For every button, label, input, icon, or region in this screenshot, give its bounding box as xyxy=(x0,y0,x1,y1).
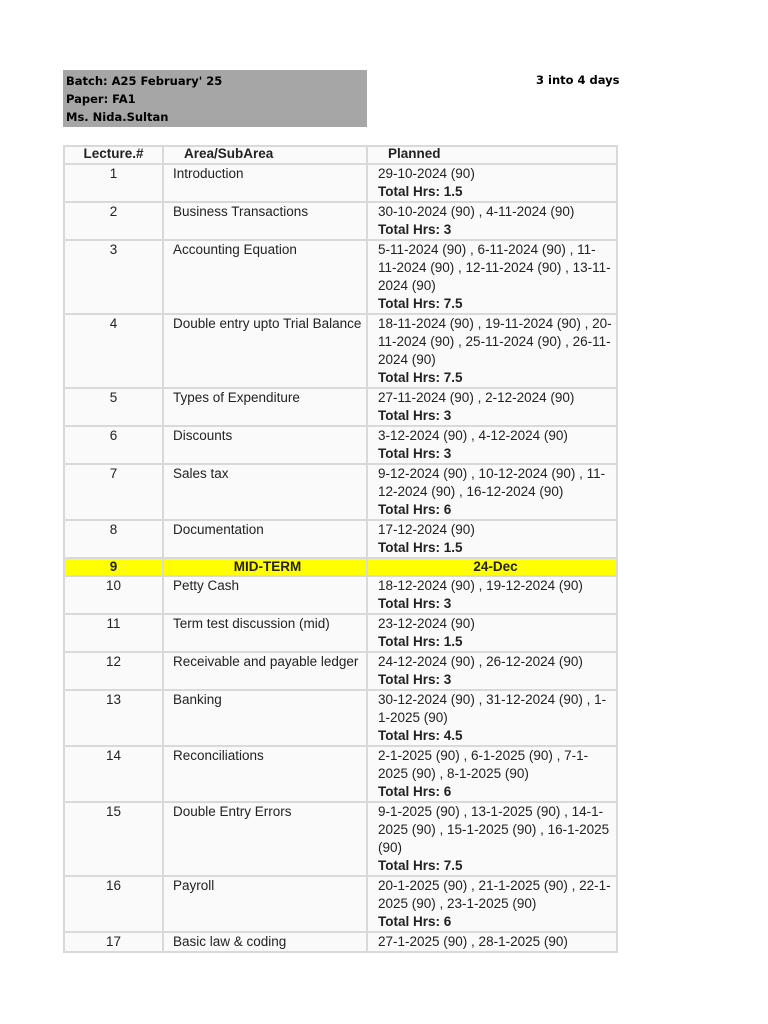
area-subarea: Double entry upto Trial Balance xyxy=(163,314,367,388)
planned-cell xyxy=(367,240,617,314)
lecture-number: 17 xyxy=(64,932,163,952)
planned-cell xyxy=(367,746,617,802)
planned-cell xyxy=(367,576,617,614)
planned-dates: 24-12-2024 (90) , 26-12-2024 (90) xyxy=(378,654,583,669)
midterm-row xyxy=(64,558,617,576)
total-hours: Total Hrs: 3 xyxy=(378,408,452,423)
planned-cell xyxy=(367,388,617,426)
planned-dates: 18-11-2024 (90) , 19-11-2024 (90) , 20-11-2024 (90) , 25-11-2024 (90) , 26-11-2024 (90) xyxy=(378,316,612,367)
area-subarea: Accounting Equation xyxy=(163,240,367,314)
area-subarea: Discounts xyxy=(163,426,367,464)
table-row xyxy=(64,614,617,652)
planned-cell xyxy=(367,876,617,932)
table-row xyxy=(64,876,617,932)
lecture-number: 15 xyxy=(64,802,163,876)
total-hours: Total Hrs: 6 xyxy=(378,784,452,799)
planned-cell xyxy=(367,652,617,690)
lecture-number: 9 xyxy=(64,558,163,576)
lecture-number: 7 xyxy=(64,464,163,520)
lecture-number: 10 xyxy=(64,576,163,614)
planned-cell xyxy=(367,426,617,464)
area-subarea: Double Entry Errors xyxy=(163,802,367,876)
schedule-table-container xyxy=(63,145,618,955)
lecture-number: 8 xyxy=(64,520,163,558)
table-row xyxy=(64,464,617,520)
planned-dates: 29-10-2024 (90) xyxy=(378,166,475,181)
total-hours: Total Hrs: 1.5 xyxy=(378,634,463,649)
area-subarea: Sales tax xyxy=(163,464,367,520)
total-hours: Total Hrs: 3 xyxy=(378,222,452,237)
planned-dates: 17-12-2024 (90) xyxy=(378,522,475,537)
paper-label: Paper: FA1 xyxy=(66,92,136,106)
planned-dates: 18-12-2024 (90) , 19-12-2024 (90) xyxy=(378,578,583,593)
planned-cell xyxy=(367,690,617,746)
table-row xyxy=(64,388,617,426)
area-subarea: MID-TERM xyxy=(163,558,367,576)
lecture-number: 2 xyxy=(64,202,163,240)
table-row xyxy=(64,746,617,802)
planned-cell xyxy=(367,614,617,652)
planned-dates: 9-12-2024 (90) , 10-12-2024 (90) , 11-12-2024 (90) , 16-12-2024 (90) xyxy=(378,466,606,499)
table-row xyxy=(64,576,617,614)
area-subarea: Petty Cash xyxy=(163,576,367,614)
table-row xyxy=(64,802,617,876)
planned-dates: 20-1-2025 (90) , 21-1-2025 (90) , 22-1-2025 (90) , 23-1-2025 (90) xyxy=(378,878,611,911)
lecture-number: 5 xyxy=(64,388,163,426)
area-subarea: Introduction xyxy=(163,164,367,202)
schedule-note: 3 into 4 days xyxy=(536,73,620,87)
total-hours: Total Hrs: 1.5 xyxy=(378,540,463,555)
planned-dates: 5-11-2024 (90) , 6-11-2024 (90) , 11-11-2024 (90) , 12-11-2024 (90) , 13-11-2024 (90) xyxy=(378,242,611,293)
column-header-planned: Planned xyxy=(367,146,617,164)
planned-dates: 27-1-2025 (90) , 28-1-2025 (90) xyxy=(378,934,568,949)
lecture-number: 12 xyxy=(64,652,163,690)
batch-label: Batch: A25 February' 25 xyxy=(66,74,223,88)
planned-dates: 27-11-2024 (90) , 2-12-2024 (90) xyxy=(378,390,575,405)
planned-cell xyxy=(367,932,617,952)
lecture-number: 11 xyxy=(64,614,163,652)
area-subarea: Business Transactions xyxy=(163,202,367,240)
total-hours: Total Hrs: 7.5 xyxy=(378,858,463,873)
total-hours: Total Hrs: 4.5 xyxy=(378,728,463,743)
teacher-label: Ms. Nida.Sultan xyxy=(66,110,169,124)
planned-dates: 2-1-2025 (90) , 6-1-2025 (90) , 7-1-2025 (90) , 8-1-2025 (90) xyxy=(378,748,589,781)
table-row xyxy=(64,164,617,202)
table-row xyxy=(64,202,617,240)
table-row xyxy=(64,426,617,464)
lecture-number: 16 xyxy=(64,876,163,932)
total-hours: Total Hrs: 3 xyxy=(378,446,452,461)
table-row xyxy=(64,932,617,952)
area-subarea: Types of Expenditure xyxy=(163,388,367,426)
lecture-number: 6 xyxy=(64,426,163,464)
batch-info-box xyxy=(63,70,367,127)
planned-cell xyxy=(367,802,617,876)
lecture-number: 3 xyxy=(64,240,163,314)
planned-dates: 9-1-2025 (90) , 13-1-2025 (90) , 14-1-2025 (90) , 15-1-2025 (90) , 16-1-2025 (90) xyxy=(378,804,610,855)
total-hours: Total Hrs: 3 xyxy=(378,672,452,687)
planned-dates: 3-12-2024 (90) , 4-12-2024 (90) xyxy=(378,428,568,443)
area-subarea: Receivable and payable ledger xyxy=(163,652,367,690)
schedule-table xyxy=(63,145,618,953)
area-subarea: Banking xyxy=(163,690,367,746)
total-hours: Total Hrs: 3 xyxy=(378,596,452,611)
area-subarea: Payroll xyxy=(163,876,367,932)
table-row xyxy=(64,690,617,746)
schedule-table-body xyxy=(64,164,617,952)
lecture-number: 4 xyxy=(64,314,163,388)
table-row xyxy=(64,520,617,558)
planned-dates: 30-10-2024 (90) , 4-11-2024 (90) xyxy=(378,204,575,219)
total-hours: Total Hrs: 1.5 xyxy=(378,184,463,199)
total-hours: Total Hrs: 7.5 xyxy=(378,296,463,311)
lecture-number: 14 xyxy=(64,746,163,802)
planned-cell xyxy=(367,314,617,388)
planned-dates: 23-12-2024 (90) xyxy=(378,616,475,631)
area-subarea: Documentation xyxy=(163,520,367,558)
lecture-number: 1 xyxy=(64,164,163,202)
planned-cell xyxy=(367,520,617,558)
area-subarea: Term test discussion (mid) xyxy=(163,614,367,652)
planned-cell xyxy=(367,202,617,240)
planned-cell: 24-Dec xyxy=(367,558,617,576)
column-header-area: Area/SubArea xyxy=(163,146,367,164)
column-header-lecture: Lecture.# xyxy=(64,146,163,164)
planned-cell xyxy=(367,464,617,520)
total-hours: Total Hrs: 6 xyxy=(378,502,452,517)
table-row xyxy=(64,314,617,388)
table-header-row xyxy=(64,146,617,164)
area-subarea: Reconciliations xyxy=(163,746,367,802)
total-hours: Total Hrs: 6 xyxy=(378,914,452,929)
planned-dates: 30-12-2024 (90) , 31-12-2024 (90) , 1-1-2025 (90) xyxy=(378,692,607,725)
table-row xyxy=(64,652,617,690)
table-row xyxy=(64,240,617,314)
area-subarea: Basic law & coding xyxy=(163,932,367,952)
lecture-number: 13 xyxy=(64,690,163,746)
total-hours: Total Hrs: 7.5 xyxy=(378,370,463,385)
planned-cell xyxy=(367,164,617,202)
